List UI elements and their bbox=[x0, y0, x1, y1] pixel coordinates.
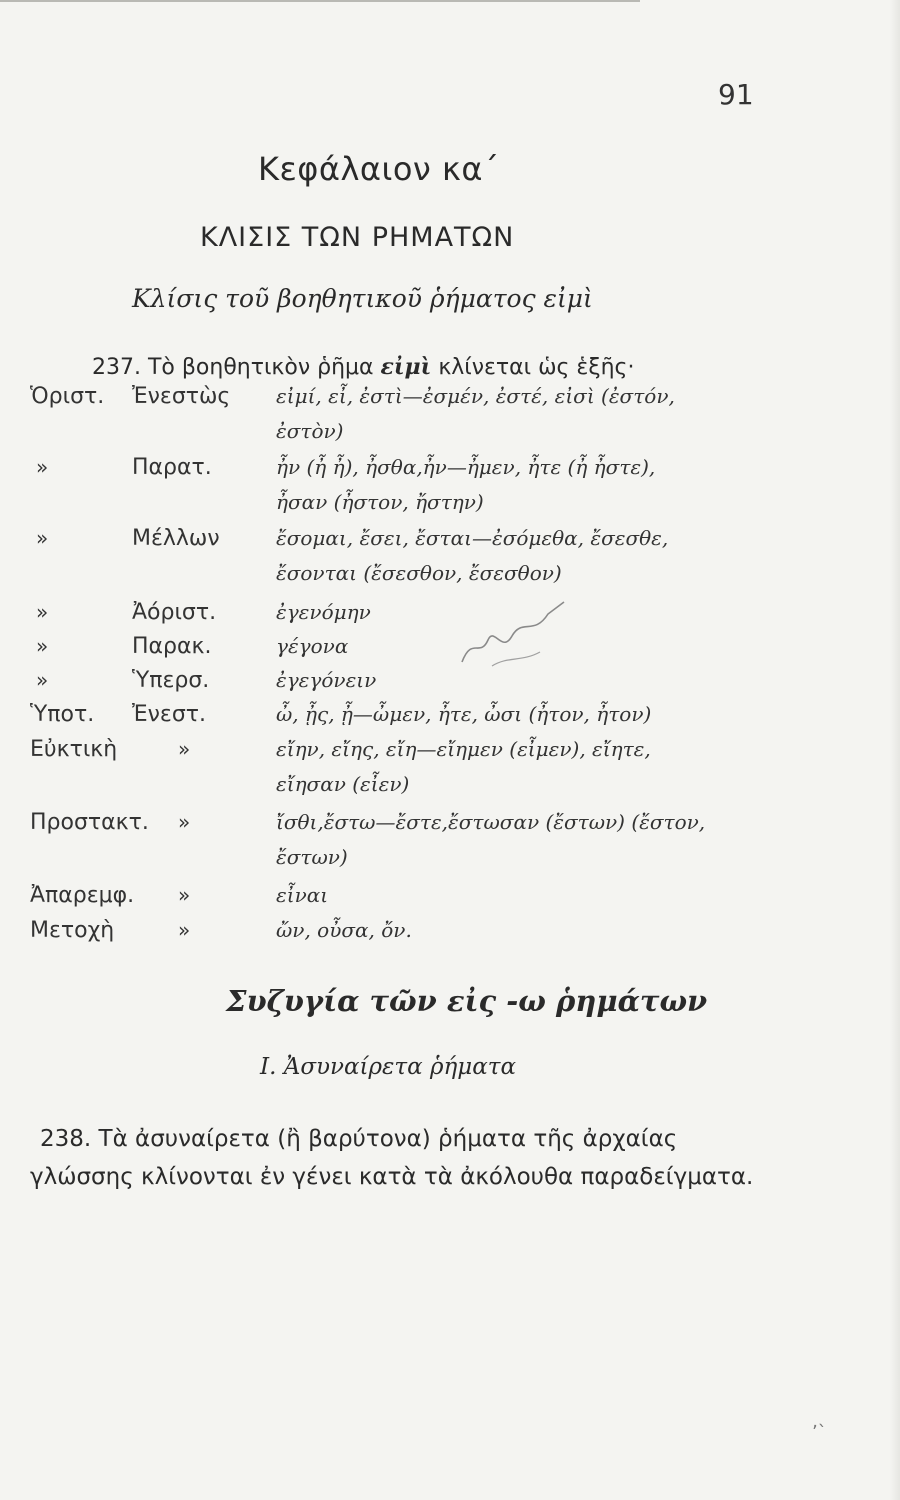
verb-forms: ὦ, ᾖς, ᾖ—ὦμεν, ἦτε, ὦσι (ἦτον, ἦτον) bbox=[276, 702, 652, 726]
verb-forms-continuation: ἦσαν (ἦστον, ἤστην) bbox=[276, 490, 484, 514]
conjugation-row bbox=[0, 883, 900, 919]
intro-text-after: κλίνεται ὡς ἑξῆς· bbox=[438, 355, 635, 380]
conjugation-row bbox=[0, 600, 900, 636]
verb-forms: γέγονα bbox=[276, 634, 349, 658]
intro-number: 237. bbox=[92, 355, 141, 380]
mood-label: » bbox=[36, 634, 49, 658]
conjugation-row bbox=[0, 668, 900, 704]
verb-forms: ἔσομαι, ἔσει, ἔσται—ἐσόμεθα, ἔσεσθε, bbox=[276, 526, 669, 550]
conjugation-row bbox=[0, 526, 900, 585]
verb-forms: ἴσθι,ἔστω—ἔστε,ἔστωσαν (ἔστων) (ἔστον, bbox=[276, 810, 706, 834]
mood-label: Ἀπαρεμφ. bbox=[30, 883, 135, 908]
mood-label: » bbox=[36, 668, 49, 692]
intro-line bbox=[92, 354, 634, 380]
mood-label: Μετοχὴ bbox=[30, 918, 115, 943]
conjugation-row bbox=[0, 384, 900, 443]
verb-forms-continuation: ἔστων) bbox=[276, 845, 348, 869]
verb-forms: ἦν (ἦ ἦ), ἦσθα,ἦν—ἦμεν, ἦτε (ἦ ἦστε), bbox=[276, 455, 656, 479]
paragraph-line-1: Τὰ ἀσυναίρετα (ἢ βαρύτονα) ῥήματα τῆς ἀρχαίας bbox=[98, 1126, 678, 1152]
tense-label: Ἐνεστὼς bbox=[132, 384, 231, 409]
page-mark: ʼ` bbox=[812, 1422, 827, 1443]
tense-label: Παρακ. bbox=[132, 634, 212, 659]
subheading: Κλίσις τοῦ βοηθητικοῦ ῥήματος εἰμὶ bbox=[132, 284, 593, 313]
verb-forms: ἐγεγόνειν bbox=[276, 668, 377, 692]
verb-forms: ἐγενόμην bbox=[276, 600, 371, 624]
conjugation-row bbox=[0, 810, 900, 869]
verb-forms-continuation: ἔσονται (ἔσεσθον, ἔσεσθον) bbox=[276, 561, 562, 585]
verb-forms: εἰμί, εἶ, ἐστὶ—ἐσμέν, ἐστέ, εἰσὶ (ἐστόν, bbox=[276, 384, 675, 408]
tense-label: Ἐνεστ. bbox=[132, 702, 207, 727]
tense-label: Ἀόριστ. bbox=[132, 600, 217, 625]
chapter-title: Κεφάλαιον κα΄ bbox=[258, 150, 500, 188]
verb-forms: εἴην, εἴης, εἴη—εἴημεν (εἶμεν), εἴητε, bbox=[276, 737, 651, 761]
paragraph-number: 238. bbox=[40, 1126, 92, 1152]
mood-label: Προστακτ. bbox=[30, 810, 149, 835]
conjugation-row bbox=[0, 702, 900, 738]
tense-label: Μέλλων bbox=[132, 526, 220, 551]
verb-forms: ὤν, οὖσα, ὄν. bbox=[276, 918, 412, 942]
intro-verb: εἰμὶ bbox=[380, 354, 432, 380]
tense-label: » bbox=[178, 810, 191, 834]
mood-label: » bbox=[36, 455, 49, 479]
section-title: Συζυγία τῶν εἰς -ω ῥημάτων bbox=[226, 984, 708, 1018]
tense-label: » bbox=[178, 918, 191, 942]
handwritten-scribble bbox=[452, 596, 572, 670]
mood-label: Ὁριστ. bbox=[30, 384, 105, 409]
tense-label: » bbox=[178, 737, 191, 761]
verb-forms-continuation: ἐστὸν) bbox=[276, 419, 344, 443]
tense-label: Παρατ. bbox=[132, 455, 212, 480]
mood-label: Εὐκτικὴ bbox=[30, 737, 118, 762]
mood-label: » bbox=[36, 600, 49, 624]
tense-label: Ὑπερσ. bbox=[132, 668, 210, 693]
tense-label: » bbox=[178, 883, 191, 907]
verb-forms: εἶναι bbox=[276, 883, 329, 907]
mood-label: » bbox=[36, 526, 49, 550]
intro-text-before: Τὸ βοηθητικὸν ῥῆμα bbox=[147, 355, 374, 380]
verb-forms-continuation: εἴησαν (εἶεν) bbox=[276, 772, 410, 796]
conjugation-row bbox=[0, 634, 900, 670]
section-heading: ΚΛΙΣΙΣ ΤΩΝ ΡΗΜΑΤΩΝ bbox=[200, 222, 515, 253]
paragraph bbox=[30, 1120, 810, 1196]
paragraph-line-2: γλώσσης κλίνονται ἐν γένει κατὰ τὰ ἀκόλουθα παραδείγματα. bbox=[30, 1164, 754, 1190]
conjugation-row bbox=[0, 455, 900, 514]
mood-label: Ὑποτ. bbox=[30, 702, 95, 727]
page-number: 91 bbox=[718, 78, 754, 111]
conjugation-row bbox=[0, 737, 900, 796]
section-subtitle: I. Ἀσυναίρετα ῥήματα bbox=[260, 1054, 516, 1080]
page-top-edge bbox=[0, 0, 640, 2]
conjugation-row bbox=[0, 918, 900, 954]
